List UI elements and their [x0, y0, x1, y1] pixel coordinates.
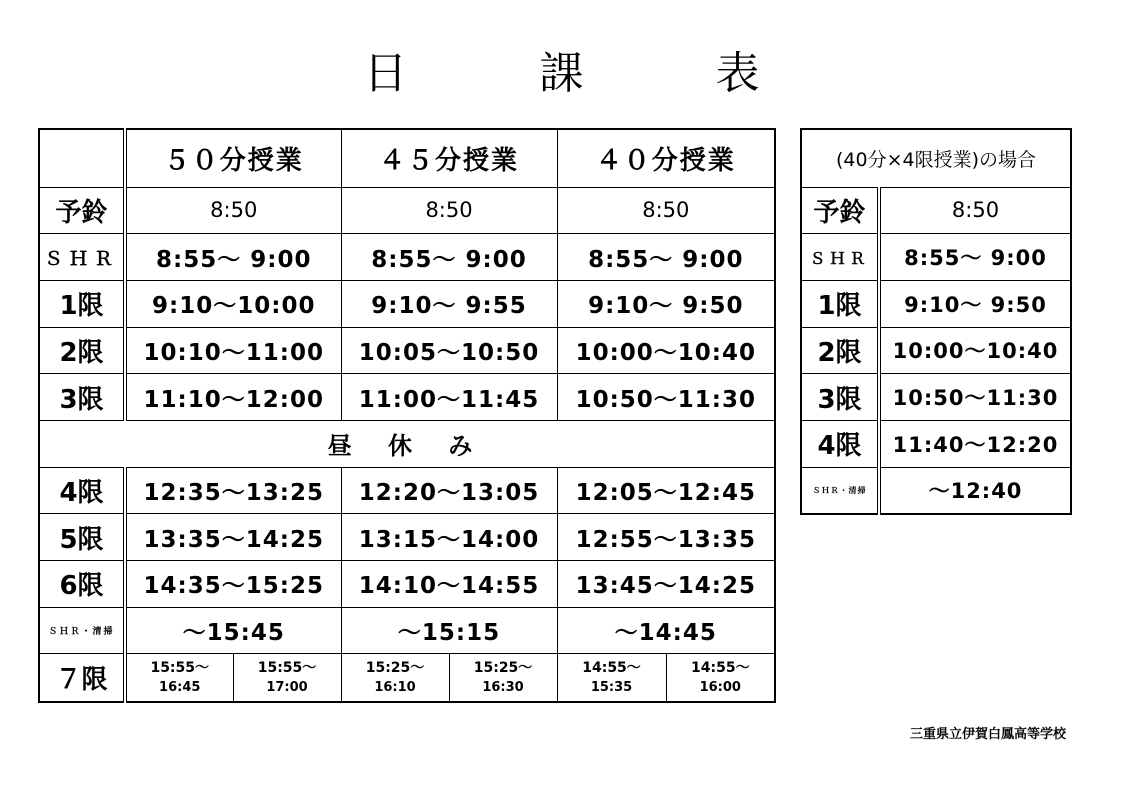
start-time: 15:25～ — [473, 659, 533, 676]
side-time-cell: 11:40～12:20 — [879, 420, 1071, 467]
time-cell: 11:10～12:00 — [125, 374, 341, 421]
period-7-cell — [557, 654, 666, 702]
lunch-break-row: 昼 休 み — [39, 420, 775, 467]
side-header: (40分×4限授業)の場合 — [801, 129, 1071, 187]
end-time: 16:30 — [482, 679, 524, 695]
corner-cell — [39, 129, 125, 187]
row-label-period-5: 5限 — [39, 514, 125, 561]
time-cell: 8:50 — [125, 187, 341, 234]
end-time: 16:45 — [159, 679, 201, 695]
row-label-shr-cleaning: ＳＨＲ・清掃 — [39, 607, 125, 654]
time-cell: 8:50 — [341, 187, 557, 234]
row-label-shr: ＳＨＲ — [39, 234, 125, 281]
time-cell: 10:05～10:50 — [341, 327, 557, 374]
time-cell: 10:50～11:30 — [557, 374, 775, 421]
time-cell: 13:15～14:00 — [341, 514, 557, 561]
row-label-period-6: 6限 — [39, 561, 125, 608]
side-time-cell: 9:10～ 9:50 — [879, 280, 1071, 327]
start-time: 14:55～ — [691, 659, 750, 676]
school-name: 三重県立伊賀白鳳高等学校 — [909, 727, 1066, 742]
header-45min: ４５分授業 — [341, 129, 557, 187]
time-cell: 13:35～14:25 — [125, 514, 341, 561]
side-time-cell: 8:50 — [879, 187, 1071, 234]
row-label-period-3: 3限 — [39, 374, 125, 421]
side-row-label-yorei: 予鈴 — [801, 187, 879, 234]
end-time: 16:10 — [374, 679, 416, 695]
row-label-period-1: 1限 — [39, 280, 125, 327]
time-cell: ～15:45 — [125, 607, 341, 654]
time-cell: 10:00～10:40 — [557, 327, 775, 374]
header-40min: ４０分授業 — [557, 129, 775, 187]
side-time-cell: 8:55～ 9:00 — [879, 234, 1071, 281]
start-time: 14:55～ — [582, 659, 641, 676]
time-cell: 14:35～15:25 — [125, 561, 341, 608]
time-cell: 12:35～13:25 — [125, 467, 341, 514]
side-time-cell: 10:50～11:30 — [879, 374, 1071, 421]
period-7-cell — [666, 654, 775, 702]
time-cell: 9:10～10:00 — [125, 280, 341, 327]
row-label-yorei: 予鈴 — [39, 187, 125, 234]
end-time: 17:00 — [266, 679, 308, 695]
time-cell: 12:05～12:45 — [557, 467, 775, 514]
period-7-cell — [125, 654, 233, 702]
side-time-cell: 10:00～10:40 — [879, 327, 1071, 374]
time-cell: 14:10～14:55 — [341, 561, 557, 608]
time-cell: 9:10～ 9:55 — [341, 280, 557, 327]
time-cell: 8:55～ 9:00 — [125, 234, 341, 281]
start-time: 15:25～ — [365, 659, 425, 676]
side-row-label-period-2: 2限 — [801, 327, 879, 374]
header-50min: ５０分授業 — [125, 129, 341, 187]
period-7-cell — [341, 654, 449, 702]
time-cell: 10:10～11:00 — [125, 327, 341, 374]
side-row-label-shr-cleaning: ＳＨＲ・清掃 — [801, 467, 879, 514]
page-title: 日 課 表 — [363, 48, 804, 99]
end-time: 15:35 — [590, 679, 633, 695]
side-timetable-40min-4periods — [800, 128, 1072, 515]
time-cell: ～14:45 — [557, 607, 775, 654]
side-row-label-shr: ＳＨＲ — [801, 234, 879, 281]
row-label-period-2: 2限 — [39, 327, 125, 374]
end-time: 16:00 — [699, 679, 741, 695]
side-row-label-period-1: 1限 — [801, 280, 879, 327]
time-cell: 12:55～13:35 — [557, 514, 775, 561]
start-time: 15:55～ — [257, 659, 317, 676]
start-time: 15:55～ — [150, 659, 210, 676]
side-row-label-period-4: 4限 — [801, 420, 879, 467]
side-row-label-period-3: 3限 — [801, 374, 879, 421]
side-time-cell: ～12:40 — [879, 467, 1071, 514]
period-7-cell — [449, 654, 557, 702]
time-cell: ～15:15 — [341, 607, 557, 654]
time-cell: 11:00～11:45 — [341, 374, 557, 421]
time-cell: 13:45～14:25 — [557, 561, 775, 608]
time-cell: 8:50 — [557, 187, 775, 234]
row-label-period-4: 4限 — [39, 467, 125, 514]
row-label-period-7: ７限 — [39, 654, 125, 702]
main-timetable — [38, 128, 776, 703]
time-cell: 9:10～ 9:50 — [557, 280, 775, 327]
time-cell: 8:55～ 9:00 — [557, 234, 775, 281]
time-cell: 8:55～ 9:00 — [341, 234, 557, 281]
time-cell: 12:20～13:05 — [341, 467, 557, 514]
period-7-cell — [233, 654, 341, 702]
